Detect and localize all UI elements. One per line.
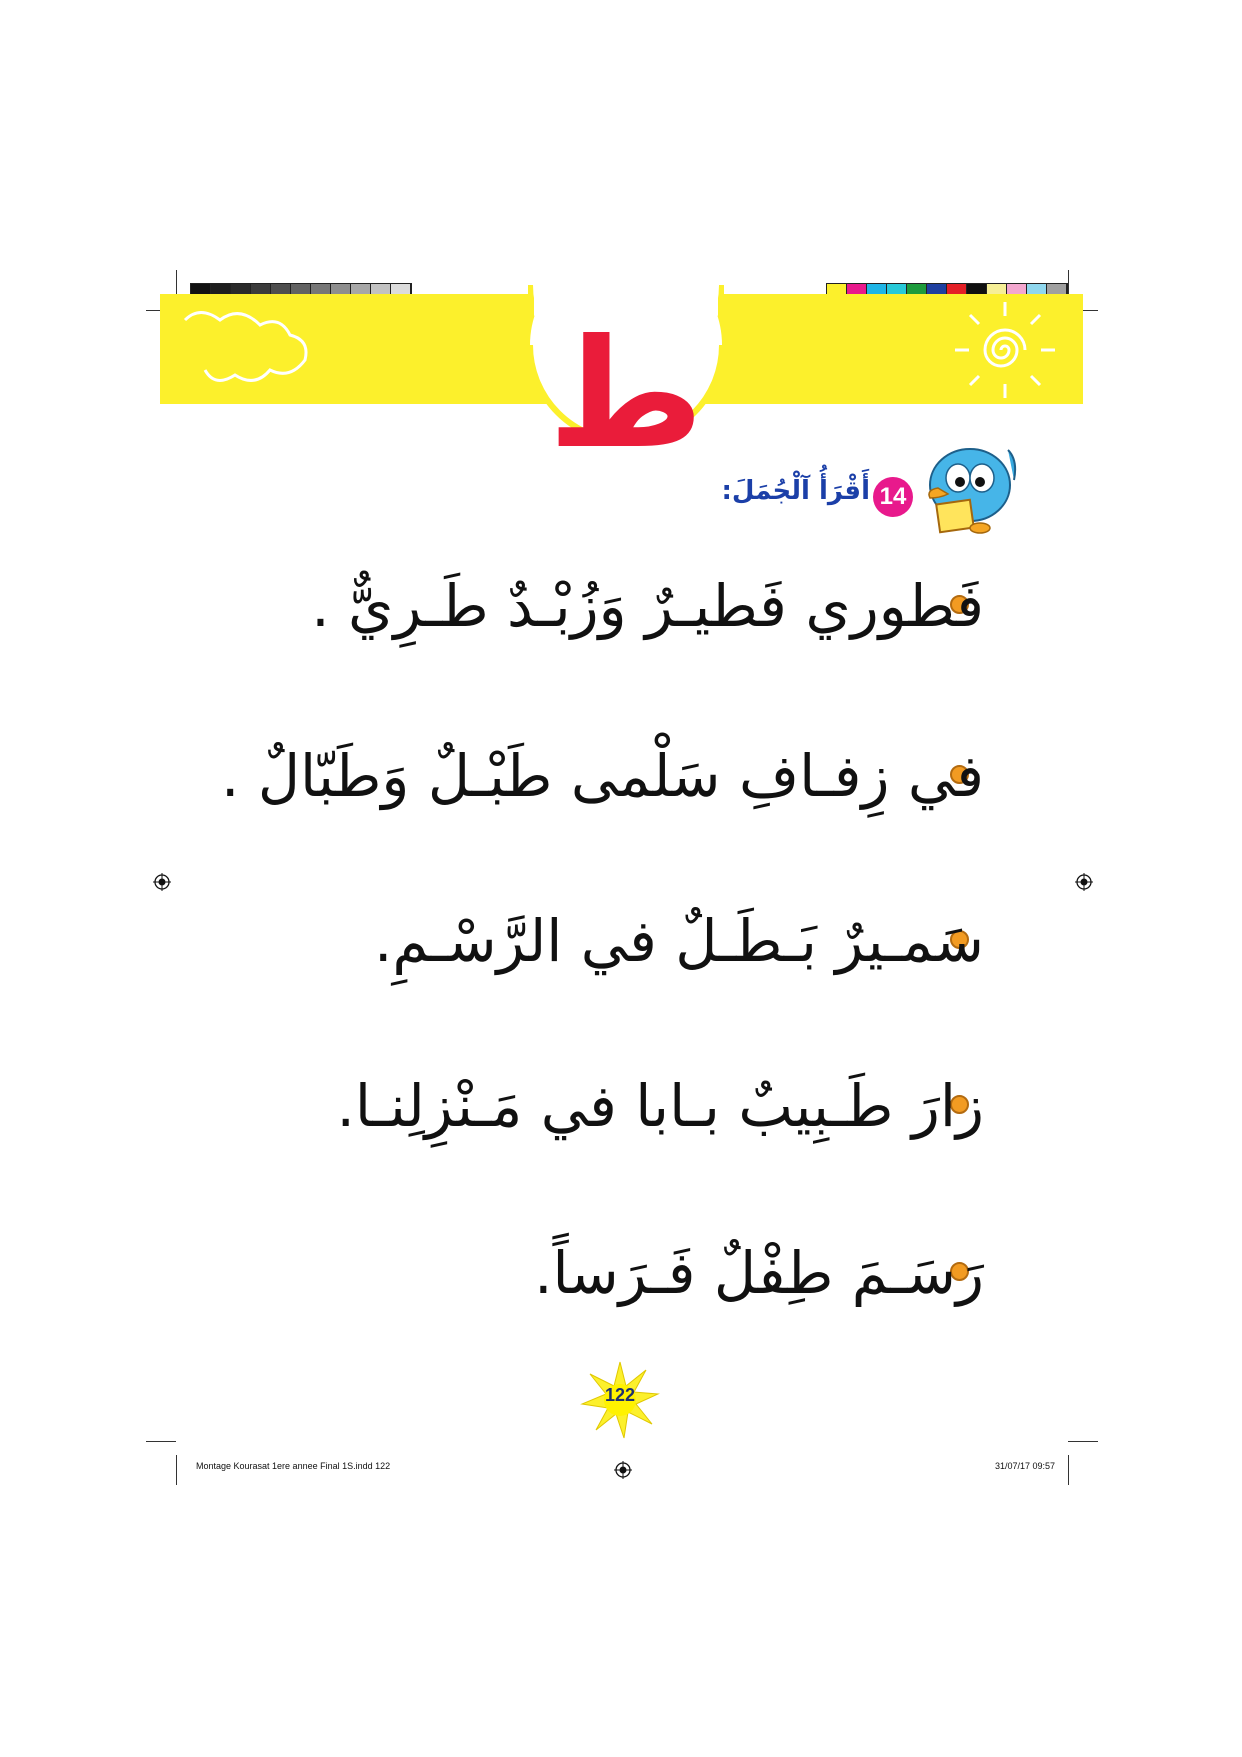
reading-sentence: فَطوري فَطيـرٌ وَزُبْـدٌ طَـرِيٌّ .: [311, 572, 984, 640]
crop-mark: [176, 1455, 177, 1485]
cloud-icon: [180, 300, 320, 390]
sun-icon: [950, 300, 1060, 400]
crop-mark: [1068, 1441, 1098, 1442]
exercise-instruction: أَقْرَأُ آلْجُمَلَ:: [721, 476, 870, 506]
crop-mark: [146, 1441, 176, 1442]
reading-sentence: في زِفـافِ سَلْمى طَبْـلٌ وَطَبّالٌ .: [221, 742, 984, 810]
registration-mark-icon: [614, 1461, 632, 1479]
reading-sentence: سَمـيرٌ بَـطَـلٌ في الرَّسْـمِ.: [373, 907, 984, 975]
registration-mark-icon: [153, 873, 171, 891]
reading-sentence: رَسَـمَ طِفْلٌ فَـرَساً.: [534, 1239, 984, 1307]
footer-timestamp: 31/07/17 09:57: [995, 1461, 1056, 1471]
crop-mark: [1068, 1455, 1069, 1485]
reading-sentence: زارَ طَـبِيبٌ بـابا في مَـنْزِلِنـا.: [336, 1072, 984, 1140]
exercise-number-badge: 14: [873, 477, 913, 517]
page-number: 122: [604, 1385, 636, 1405]
registration-mark-icon: [1075, 873, 1093, 891]
footer-filename: Montage Kourasat 1ere annee Final 1S.indd 122: [196, 1461, 391, 1471]
featured-letter: ط: [548, 308, 704, 482]
bird-reading-book-icon: [918, 440, 1024, 540]
